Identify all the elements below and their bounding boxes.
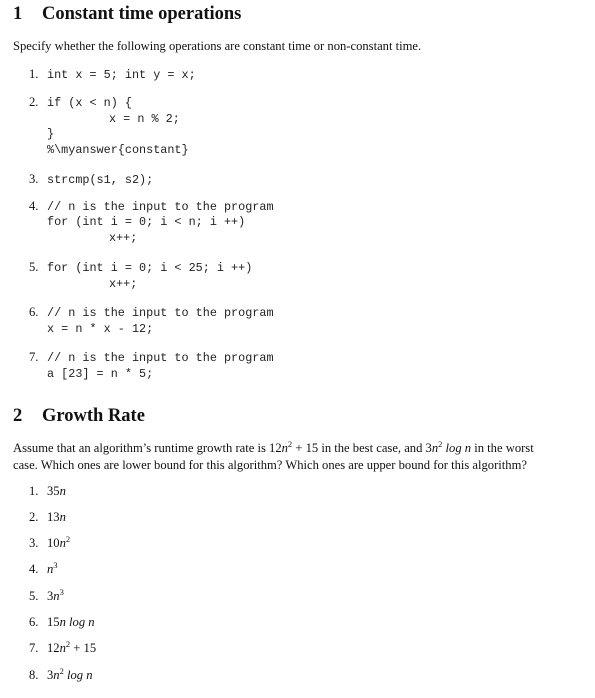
item-number: 6. <box>29 305 39 319</box>
code-line: %\myanswer{constant} <box>47 143 189 157</box>
growth-expression: $3n^2$ log n <box>47 666 93 682</box>
section-1-number: 1 <box>13 4 23 24</box>
code-line: int x = 5; int y = x; <box>47 68 196 82</box>
growth-expression: $n^3$ <box>47 560 58 576</box>
item-number: 7. <box>29 641 39 655</box>
item-number: 4. <box>29 199 39 213</box>
best-case-expression: $12n^2 + 15$ <box>269 439 319 455</box>
code-line: x = n * x - 12; <box>47 322 154 336</box>
item-number: 3. <box>29 172 39 186</box>
item-number: 3. <box>29 536 39 550</box>
item-number: 5. <box>29 260 39 274</box>
item-number: 8. <box>29 668 39 682</box>
code-line: for (int i = 0; i < n; i ++) <box>47 215 246 229</box>
growth-expression: 13n <box>47 510 66 524</box>
item-number: 5. <box>29 589 39 603</box>
code-line: // n is the input to the program <box>47 200 274 214</box>
section-2-intro-line-1: Assume that an algorithm’s runtime growth rate is $12n^2 + 15$ in the best case, and $3n^2$ log n in the worst <box>13 439 534 455</box>
item-number: 1. <box>29 484 39 498</box>
item-number: 7. <box>29 350 39 364</box>
item-number: 2. <box>29 95 39 109</box>
section-2-number: 2 <box>13 406 23 426</box>
code-line: a [23] = n * 5; <box>47 367 154 381</box>
code-line: x++; <box>109 277 138 291</box>
code-line: for (int i = 0; i < 25; i ++) <box>47 261 253 275</box>
worst-case-expression: $3n^2$ log n <box>425 439 472 455</box>
growth-expression: $3n^3$ <box>47 587 64 603</box>
code-line: x = n % 2; <box>109 112 180 126</box>
code-line: // n is the input to the program <box>47 351 274 365</box>
code-line: // n is the input to the program <box>47 306 274 320</box>
growth-expression: 35n <box>47 484 66 498</box>
growth-expression: $12n^2 + 15$ <box>47 639 97 655</box>
section-2-intro-line-2: case. Which ones are lower bound for this algorithm? Which ones are upper bound for this algorithm? <box>13 458 527 472</box>
growth-expression: 15n log n <box>47 615 95 629</box>
item-number: 6. <box>29 615 39 629</box>
section-2-title: Growth Rate <box>42 406 145 426</box>
item-number: 4. <box>29 562 39 576</box>
code-line: strcmp(s1, s2); <box>47 173 154 187</box>
section-1-intro: Specify whether the following operations are constant time or non-constant time. <box>13 39 422 53</box>
growth-expression: $10n^2$ <box>47 534 71 550</box>
item-number: 1. <box>29 67 39 81</box>
item-number: 2. <box>29 510 39 524</box>
code-line: if (x < n) { <box>47 96 132 110</box>
code-line: } <box>47 127 55 141</box>
section-1-title: Constant time operations <box>42 4 242 24</box>
code-line: x++; <box>109 231 138 245</box>
